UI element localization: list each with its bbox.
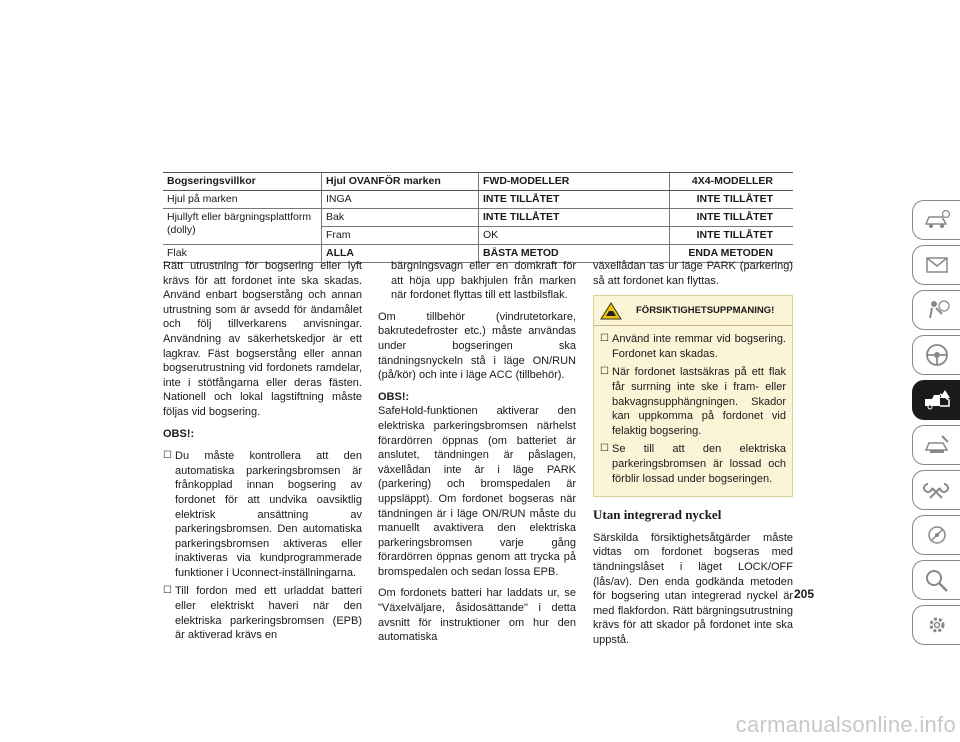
gear-icon	[922, 611, 952, 639]
table-cell: INTE TILLÅTET	[479, 191, 670, 209]
table-cell: BÄSTA METOD	[479, 245, 670, 263]
accessories-paragraph: Om tillbehör (vindrutetorkare, bakrutedefroster etc.) måste användas under bogseringen ska tändningsnyckeln stå i läge ON/RUN (på/kör) och inte i läge ACC (tillbehör).	[378, 310, 576, 382]
chapter-tabs	[912, 200, 960, 650]
table-cell: Flak	[163, 245, 322, 263]
tab-emergency[interactable]	[912, 380, 960, 420]
table-row	[163, 209, 793, 227]
intro-paragraph: Rätt utrustning för bogsering eller lyft krävs för att fordonet inte ska skadas. Använd enbart bogserstång och annan utrustning som är avsedd för ändamålet och följ tillverkarens anvisningar. Användning av säkerhetskedjor är ett lagkrav. Fäst bogserstång eller annan bogserutrustning vid fordonets ramdelar, inte i stötfångarna eller deras fästen. Nationell och lokal lagstiftning måste följas vid bogsering.	[163, 260, 362, 418]
safehold-paragraph: SafeHold-funktionen aktiverar den elektriska parkeringsbromsen närhelst förardörren öppnas (om batteriet är anslutet, tändningen är påslagen, växellådan inte är i läge PARK (parkering) och bromspedalen är uppsläppt). Om fordonet bogseras när tändningen är i läge ON/RUN måste du manuellt avaktivera den elektriska parkeringsbromsen varje gång förardörren öppnas genom att trycka på bromspedalen och sedan lossa EPB.	[378, 405, 576, 578]
caution-list	[594, 326, 792, 486]
tab-multimedia[interactable]	[912, 515, 960, 555]
table-cell: ALLA	[322, 245, 479, 263]
table-cell: INGA	[322, 191, 479, 209]
list-item	[600, 442, 786, 486]
tab-specifications[interactable]	[912, 470, 960, 510]
table-cell: Hjullyft eller bärgningsplattform (dolly)	[163, 209, 322, 245]
checkbox-bullet-icon: ☐	[600, 333, 609, 345]
warning-triangle-icon	[600, 302, 622, 320]
battery-paragraph: Om fordonets batteri har laddats ur, se "Växelväljare, åsidosättande" i detta avsnitt för instruktioner om hur den automatiska	[378, 587, 576, 644]
caution-box	[593, 295, 793, 497]
towing-conditions-table	[163, 172, 793, 263]
table-cell: INTE TILLÅTET	[479, 209, 670, 227]
table-header: FWD-MODELLER	[479, 173, 670, 191]
checkbox-bullet-icon: ☐	[163, 585, 172, 597]
multimedia-icon	[922, 521, 952, 549]
caution-header	[594, 296, 792, 326]
page-number: 205	[794, 587, 815, 601]
table-cell: Fram	[322, 227, 479, 245]
caution-title: FÖRSIKTIGHETSUPPMANING!	[636, 304, 775, 316]
tab-safety[interactable]	[912, 290, 960, 330]
section-heading: Utan integrerad nyckel	[593, 507, 722, 523]
table-cell: OK	[479, 227, 670, 245]
note-label: OBS!:	[378, 390, 410, 403]
table-header: Hjul OVANFÖR marken	[322, 173, 479, 191]
continued-paragraph: växellådan tas ur läge PARK (parkering) så att fordonet kan flyttas.	[593, 260, 793, 287]
checkbox-bullet-icon: ☐	[600, 366, 609, 378]
car-info-icon	[922, 206, 952, 234]
table-row	[163, 191, 793, 209]
list-item-text: Till fordon med ett urladdat batteri eller elektriskt haveri när den elektriska parkeringsbromsen (EPB) är aktiverad krävs en	[175, 585, 362, 642]
table-cell: INTE TILLÅTET	[670, 191, 794, 209]
list-item	[163, 584, 362, 642]
wrench-icon	[922, 476, 952, 504]
table-header: Bogseringsvillkor	[163, 173, 322, 191]
list-item-text: Du måste kontrollera att den automatiska parkeringsbromsen är frånkopplad innan bogsering av fordonet för att undvika oavsiktlig elektrisk ansättning av parkeringsbromsen. Den automatiska parkeringsbromsen aktiveras eller inaktiveras via kundprogrammerade funktioner i Uconnect-inställningarna.	[175, 450, 362, 579]
table-cell: INTE TILLÅTET	[670, 209, 794, 227]
checkbox-bullet-icon: ☐	[600, 443, 609, 455]
tab-driving[interactable]	[912, 335, 960, 375]
tow-truck-icon	[922, 386, 952, 414]
column-right	[593, 259, 793, 654]
airbag-icon	[922, 296, 952, 324]
continued-list-text: bärgningsvagn eller en domkraft för att höja upp bakhjulen från marken när fordonet flyttas till ett lastbilsflak.	[391, 260, 576, 302]
envelope-icon	[922, 251, 952, 279]
table-cell: Hjul på marken	[163, 191, 322, 209]
section-body: Särskilda försiktighetsåtgärder måste vidtas om fordonet bogseras med tändningslåset i läget LOCK/OFF (lås/av). Den enda godkända metoden för bogsering utan integrerad nyckel är med flakfordon. Rätt bärgningsutrustning krävs för att skador på fordonet inte ska uppstå.	[593, 531, 793, 646]
note-label: OBS!:	[163, 427, 195, 440]
list-item-text: Se till att den elektriska parkeringsbromsen är lossad och förblir lossad under bogseringen.	[612, 443, 786, 485]
search-icon	[922, 566, 952, 594]
table-cell: ENDA METODEN	[670, 245, 794, 263]
tab-car-info[interactable]	[912, 200, 960, 240]
list-item-text: Använd inte remmar vid bogsering. Fordonet kan skadas.	[612, 333, 786, 360]
table-cell: Bak	[322, 209, 479, 227]
list-item	[600, 365, 786, 438]
tab-settings[interactable]	[912, 605, 960, 645]
table-header: 4X4-MODELLER	[670, 173, 794, 191]
column-left	[163, 259, 362, 647]
watermark: carmanualsonline.info	[735, 712, 956, 737]
tab-index[interactable]	[912, 560, 960, 600]
column-middle	[378, 259, 576, 652]
list-item-text: När fordonet lastsäkras på ett flak får surrning inte ske i fram- eller bakvagnsupphängningen. Skador kan uppkomma på fordonet vid felaktig bogsering.	[612, 366, 786, 437]
checkbox-bullet-icon: ☐	[163, 450, 172, 462]
list-item	[163, 449, 362, 580]
service-icon	[922, 431, 952, 459]
tab-service[interactable]	[912, 425, 960, 465]
steering-wheel-icon	[922, 341, 952, 369]
table-cell: INTE TILLÅTET	[670, 227, 794, 245]
list-item	[600, 332, 786, 361]
tab-messages[interactable]	[912, 245, 960, 285]
